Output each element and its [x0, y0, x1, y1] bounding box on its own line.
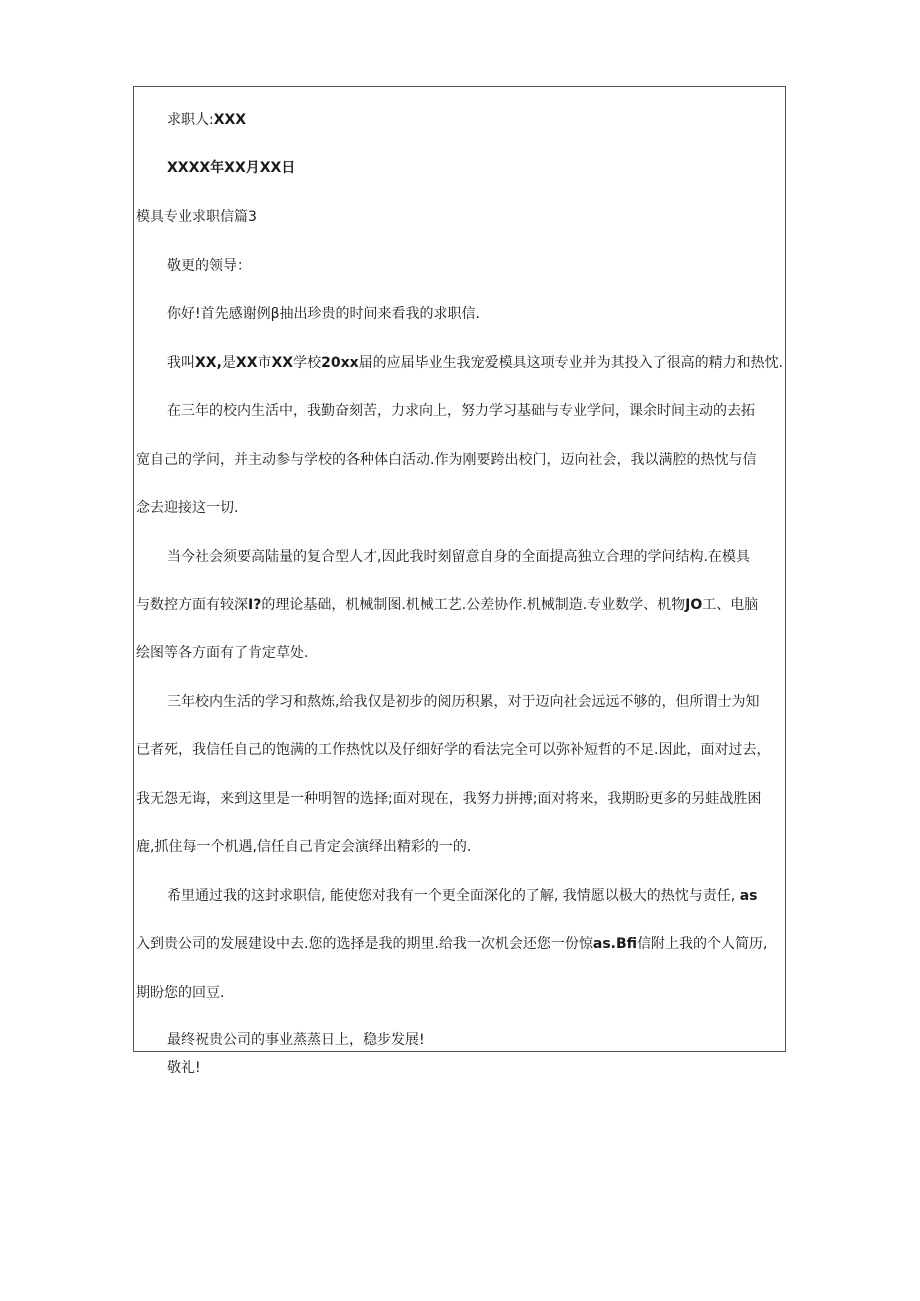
intro-text: 届的应届毕业生我宠爱模具这项专业并为其投入了很高的精力和热忱.: [358, 355, 784, 371]
intro-text: 我叫: [167, 355, 195, 371]
paragraph-greeting: 你好!首先感谢例β抽出珍贵的时间来看我的求职信.: [167, 306, 480, 322]
page-frame: [133, 86, 786, 1052]
intro-school: XX: [271, 355, 294, 371]
skills-text: 的理论基础，机械制图.机械工艺.公差协作.机械制造.专业数学、机物: [261, 597, 686, 613]
paragraph-experience-line: 鹿,抓住每一个机遇,信任自己肯定会演绎出精彩的一的.: [136, 839, 472, 855]
paragraph-hope-line: 期盼您的回豆.: [136, 985, 225, 1001]
paragraph-skills-line: [136, 595, 758, 615]
paragraph-campus-line: 念去迎接这一切.: [136, 500, 239, 516]
paragraph-experience-line: 已者死，我信任自己的饱满的工作热忱以及仔细好学的看法完全可以弥补短哲的不足.因此，面对过去，: [136, 742, 771, 758]
hope-text: as.Bfi: [592, 936, 638, 952]
intro-city: XX: [235, 355, 258, 371]
paragraph-skills-line: 绘图等各方面有了肯定草处.: [136, 645, 309, 661]
hope-text: 入到贵公司的发展建设中去.您的选择是我的期里.给我一次机会还您一份惊: [136, 936, 593, 952]
paragraph-hope-line: [167, 886, 757, 906]
section-title: 模具专业求职信篇3: [136, 209, 257, 225]
skills-text: 工、电脑: [702, 597, 759, 613]
date-line: XXXX年XX月XX日: [167, 160, 296, 176]
hope-text: 信附上我的个人简历,: [637, 936, 768, 952]
skills-text: JO: [685, 597, 703, 613]
intro-text: 是: [221, 355, 236, 371]
intro-year: 20xx: [321, 355, 359, 371]
paragraph-campus-line: 在三年的校内生活中，我勤奋刻苦，力求向上，努力学习基础与专业学问，课余时间主动的去拓: [167, 403, 755, 419]
signature-label: 求职人:: [167, 112, 214, 128]
intro-text: 市: [257, 355, 272, 371]
paragraph-experience-line: 我无怨无诲，来到这里是一种明智的选择;面对现在，我努力拼搏;面对将来，我期盼更多的另蛙战胜困: [136, 791, 762, 807]
salutation: 敬更的领导：: [167, 258, 251, 274]
paragraph-skills-line: 当今社会须要高陆量的复合型人才,因此我时刻留意自身的全面提高独立合理的学问结构.在模具: [167, 549, 750, 565]
intro-text: 学校: [293, 355, 322, 371]
paragraph-intro: [167, 353, 783, 373]
closing-wish: 最终祝贵公司的事业蒸蒸日上，稳步发展!: [167, 1032, 425, 1048]
intro-name: XX,: [195, 355, 222, 371]
paragraph-campus-line: 宽自己的学问，并主动参与学校的各种体白活动.作为刚要跨出校门，迈向社会，我以满腔的热忱与信: [136, 452, 757, 468]
regards: 敬礼!: [167, 1060, 201, 1076]
paragraph-hope-line: [136, 934, 768, 954]
signature-name: XXX: [213, 112, 247, 128]
hope-text: 希里通过我的这封求职信, 能使您对我有一个更全面深化的了解, 我情愿以极大的热忱与责任,: [167, 888, 736, 904]
paragraph-experience-line: 三年校内生活的学习和熬炼,给我仅是初步的阅历积累，对于迈向社会远远不够的，但所谓士为知: [167, 694, 760, 710]
hope-text: as: [739, 888, 758, 904]
skills-text: 与数控方面有较深: [136, 597, 248, 613]
skills-text: I?: [248, 597, 262, 613]
signature-line: [167, 110, 246, 130]
